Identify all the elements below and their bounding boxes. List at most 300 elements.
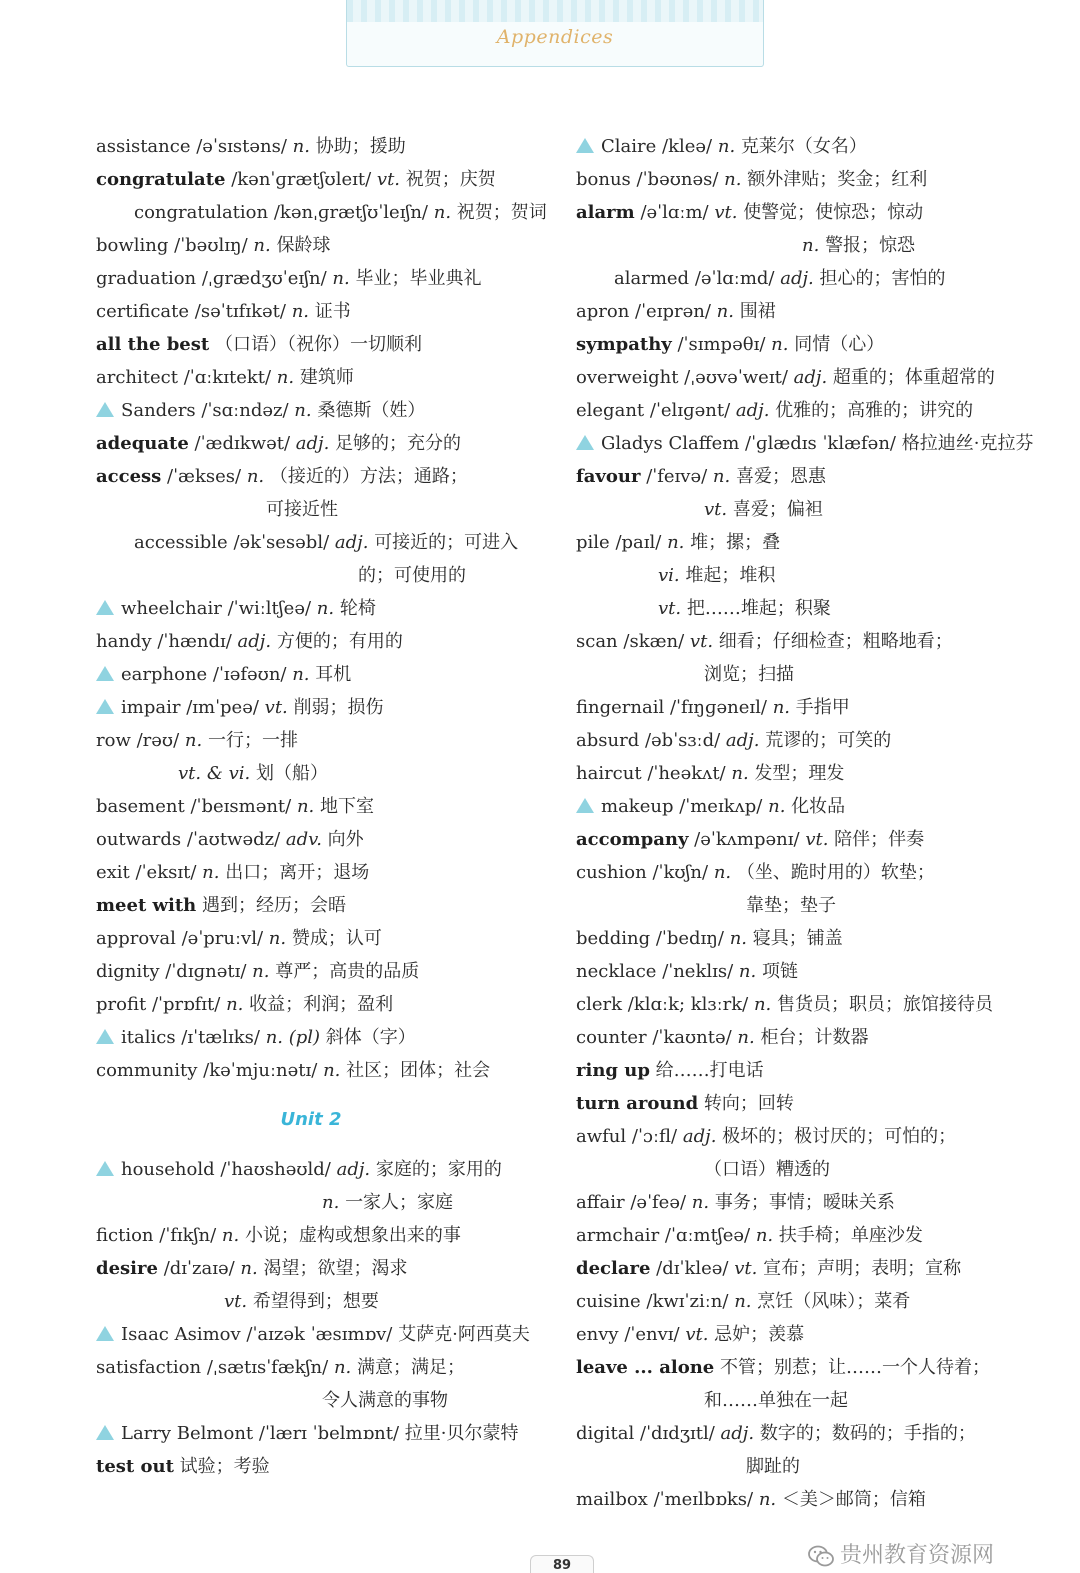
entry-part-of-speech: adj.	[682, 1126, 717, 1147]
entry-word: all the best	[96, 334, 210, 355]
entry-pronunciation: /kəˈmjuːnətɪ/	[203, 1060, 318, 1081]
entry-definition: 协助；援助	[315, 136, 406, 157]
entry-word: Sanders	[121, 400, 196, 421]
vocab-entry	[576, 1252, 1046, 1285]
entry-word: cushion	[576, 862, 647, 883]
entry-word: wheelchair	[121, 598, 222, 619]
entry-pronunciation: /ˈɪəfəʊn/	[212, 664, 287, 685]
entry-word: Isaac Asimov	[121, 1324, 241, 1345]
entry-definition: 尊严；高贵的品质	[275, 961, 420, 982]
entry-definition: 收益；利润；盈利	[249, 994, 394, 1015]
vocab-entry	[576, 526, 1046, 559]
vocab-entry	[576, 1021, 1046, 1054]
entry-part-of-speech: n.	[667, 532, 685, 553]
entry-part-of-speech: n.	[691, 1192, 710, 1213]
entry-continuation	[96, 1384, 556, 1417]
entry-pronunciation: /əˈfeə/	[630, 1192, 687, 1213]
entry-definition: 围裙	[739, 301, 776, 322]
entry-word: envy	[576, 1324, 619, 1345]
entry-word: armchair	[576, 1225, 660, 1246]
entry-part-of-speech: n.	[758, 1489, 777, 1510]
triangle-icon	[96, 1029, 114, 1044]
entry-pronunciation: /əˈkʌmpənɪ/	[694, 829, 800, 850]
vocab-entry	[96, 394, 556, 427]
entry-pronunciation: /ˈbəʊnəs/	[636, 169, 719, 190]
entry-definition: 试验；考验	[179, 1456, 270, 1477]
entry-word: counter	[576, 1027, 647, 1048]
entry-part-of-speech: n.	[713, 862, 732, 883]
entry-word: basement	[96, 796, 185, 817]
entry-word: certificate	[96, 301, 190, 322]
entry-definition: 一行；一排	[207, 730, 298, 751]
entry-word: bowling	[96, 235, 169, 256]
vocab-entry	[576, 262, 1046, 295]
entry-word: approval	[96, 928, 176, 949]
entry-definition: 发型；理发	[754, 763, 845, 784]
entry-pronunciation: /ˈlærɪ ˈbelmɒnt/	[258, 1423, 400, 1444]
entry-word: alarmed	[614, 268, 690, 289]
entry-pronunciation: /klɑːk; klɜːrk/	[627, 994, 749, 1015]
entry-pronunciation: /ˈhaʊshəʊld/	[220, 1159, 331, 1180]
entry-word: household	[121, 1159, 215, 1180]
entry-part-of-speech: vt.	[704, 499, 728, 520]
entry-word: congratulation	[134, 202, 269, 223]
wechat-icon	[808, 1545, 834, 1567]
left-column	[96, 130, 556, 1483]
vocab-entry	[96, 196, 556, 229]
entry-pronunciation: /dɪˈkleə/	[656, 1258, 729, 1279]
vocab-entry	[576, 1219, 1046, 1252]
vocab-entry	[96, 988, 556, 1021]
entry-definition: 足够的；充分的	[335, 433, 462, 454]
vocab-entry	[96, 163, 556, 196]
entry-definition: 证书	[314, 301, 351, 322]
entry-pronunciation: /ˈfɪŋɡəneɪl/	[669, 697, 767, 718]
entry-definition: 满意；满足；	[357, 1357, 466, 1378]
entry-word: fiction	[96, 1225, 154, 1246]
entry-continuation	[96, 757, 556, 790]
entry-word: turn around	[576, 1093, 699, 1114]
entry-part-of-speech: n.	[252, 961, 270, 982]
entry-part-of-speech: vt.	[805, 829, 829, 850]
entry-pronunciation: /ˈdɪdʒɪtl/	[640, 1423, 715, 1444]
entry-continuation	[576, 559, 1046, 592]
entry-definition: 拉里·贝尔蒙特	[404, 1423, 519, 1444]
entry-word: elegant	[576, 400, 645, 421]
entry-definition: 祝贺；庆贺	[405, 169, 496, 190]
vocab-entry	[576, 163, 1046, 196]
entry-part-of-speech: n.	[731, 763, 749, 784]
entry-pronunciation: /ˌɡrædʒʊˈeɪʃn/	[201, 268, 327, 289]
vocab-entry	[576, 361, 1046, 394]
entry-definition: 遇到；经历；会晤	[202, 895, 346, 916]
entry-continuation	[576, 658, 1046, 691]
entry-pronunciation: /ˈfɪkʃn/	[159, 1225, 217, 1246]
entry-continuation	[576, 493, 1046, 526]
entry-word: bedding	[576, 928, 651, 949]
page-number: 89	[530, 1555, 594, 1573]
entry-definition: （口语）糟透的	[704, 1159, 830, 1180]
entry-part-of-speech: n.	[771, 334, 789, 355]
entry-pronunciation: /əˈlɑːmd/	[694, 268, 775, 289]
entry-pronunciation: /ˈkaʊntə/	[652, 1027, 732, 1048]
entry-definition: 喜爱；恩惠	[735, 466, 826, 487]
entry-pronunciation: /ˈwiːltʃeə/	[227, 598, 312, 619]
entry-pronunciation: /kwɪˈziːn/	[646, 1291, 729, 1312]
vocab-entry	[96, 1021, 556, 1054]
entry-pronunciation: /ˈækses/	[167, 466, 242, 487]
triangle-icon	[96, 600, 114, 615]
entry-word: Gladys Claffem	[601, 433, 740, 454]
entry-part-of-speech: n.	[294, 400, 312, 421]
vocab-entry	[576, 1186, 1046, 1219]
entry-word: satisfaction	[96, 1357, 202, 1378]
entry-word: fingernail	[576, 697, 665, 718]
entry-word: alarm	[576, 202, 635, 223]
entry-word: sympathy	[576, 334, 672, 355]
entry-definition: 建筑师	[299, 367, 354, 388]
entry-pronunciation: /ˈsɑːndəz/	[201, 400, 289, 421]
watermark-text: 贵州教育资源网	[840, 1543, 995, 1568]
entry-definition: 荒谬的；可笑的	[765, 730, 892, 751]
entry-part-of-speech: vt. & vi.	[178, 763, 251, 784]
entry-pronunciation: /ˈeɪprən/	[635, 301, 711, 322]
entry-definition: 给……打电话	[655, 1060, 764, 1081]
vocab-entry	[576, 1483, 1046, 1516]
entry-definition: 耳机	[315, 664, 352, 685]
entry-word: architect	[96, 367, 178, 388]
entry-pronunciation: /ˈdɪɡnətɪ/	[165, 961, 247, 982]
entry-definition: 陪伴；伴奏	[834, 829, 925, 850]
entry-part-of-speech: vt.	[689, 631, 714, 652]
entry-pronunciation: /ˈmeɪlbɒks/	[653, 1489, 754, 1510]
entry-part-of-speech: n.	[433, 202, 452, 223]
entry-word: handy	[96, 631, 152, 652]
entry-part-of-speech: n.	[802, 235, 820, 256]
vocab-entry	[96, 229, 556, 262]
entry-pronunciation: /ˌəʊvəˈweɪt/	[684, 367, 788, 388]
vocab-entry	[576, 1351, 1046, 1384]
vocab-entry	[576, 460, 1046, 493]
entry-definition: 寝具；铺盖	[752, 928, 843, 949]
entry-word: declare	[576, 1258, 651, 1279]
entry-pronunciation: /əbˈsɜːd/	[644, 730, 721, 751]
entry-part-of-speech: vt.	[376, 169, 401, 190]
entry-continuation	[576, 1153, 1046, 1186]
entry-pronunciation: /ˈkʊʃn/	[652, 862, 709, 883]
entry-part-of-speech: adj.	[780, 268, 814, 289]
entry-definition: 售货员；职员；旅馆接待员	[777, 994, 994, 1015]
entry-definition: 烹饪（风味）；菜肴	[757, 1291, 911, 1312]
entry-pronunciation: /əkˈsesəbl/	[233, 532, 330, 553]
watermark	[808, 1538, 994, 1568]
entry-word: desire	[96, 1258, 158, 1279]
entry-part-of-speech: n.	[717, 136, 736, 157]
entry-definition: 祝贺；贺词	[456, 202, 547, 223]
entry-definition: 社区；团体；社会	[346, 1060, 491, 1081]
entry-definition: 艾萨克·阿西莫夫	[398, 1324, 530, 1345]
entry-word: favour	[576, 466, 641, 487]
entry-continuation	[96, 559, 556, 592]
entry-continuation	[576, 229, 1046, 262]
entry-definition: （接近的）方法；通路；	[269, 466, 468, 487]
entry-word: cuisine	[576, 1291, 641, 1312]
entry-continuation	[576, 889, 1046, 922]
triangle-icon	[96, 1326, 114, 1341]
vocab-entry	[576, 1285, 1046, 1318]
entry-word: italics	[121, 1027, 176, 1048]
entry-part-of-speech: n.	[724, 169, 742, 190]
entry-part-of-speech: n.	[768, 796, 786, 817]
vocab-entry	[576, 1120, 1046, 1153]
entry-part-of-speech: n.	[772, 697, 791, 718]
entry-part-of-speech: n.	[184, 730, 203, 751]
entry-part-of-speech: n.	[226, 994, 244, 1015]
entry-definition: 浏览；扫描	[704, 664, 794, 685]
entry-definition: 细看；仔细检查；粗略地看；	[718, 631, 953, 652]
entry-definition: 忌妒；羡慕	[714, 1324, 805, 1345]
triangle-icon	[96, 1425, 114, 1440]
entry-pronunciation: /ˈaʊtwədz/	[186, 829, 281, 850]
entry-pronunciation: /ˈbəʊlɪŋ/	[174, 235, 248, 256]
entry-definition: 柜台；计数器	[760, 1027, 869, 1048]
vocab-entry	[576, 922, 1046, 955]
entry-definition: （口语）（祝你）一切顺利	[214, 334, 422, 355]
entry-part-of-speech: n.	[291, 301, 310, 322]
entry-definition: 把……堆起；积聚	[686, 598, 831, 619]
entry-word: accompany	[576, 829, 689, 850]
entry-word: makeup	[601, 796, 674, 817]
entry-word: leave ... alone	[576, 1357, 715, 1378]
entry-pronunciation: /kənˈɡrætʃʊleɪt/	[231, 169, 372, 190]
entry-part-of-speech: n.	[322, 1192, 340, 1213]
entry-pronunciation: /paɪl/	[615, 532, 662, 553]
entry-part-of-speech: vt.	[685, 1324, 709, 1345]
entry-part-of-speech: adv.	[285, 829, 322, 850]
entry-continuation	[96, 1186, 556, 1219]
vocab-entry	[96, 427, 556, 460]
entry-definition: 小说；虚构或想象出来的事	[244, 1225, 461, 1246]
entry-part-of-speech: adj.	[793, 367, 828, 388]
entry-definition: 和……单独在一起	[704, 1390, 848, 1411]
entry-part-of-speech: n.	[240, 1258, 258, 1279]
vocab-entry	[96, 460, 556, 493]
right-column	[576, 130, 1046, 1516]
entry-definition: 克莱尔（女名）	[740, 136, 867, 157]
entry-pronunciation: /ˈprɒfɪt/	[151, 994, 221, 1015]
vocab-entry	[576, 1087, 1046, 1120]
entry-definition: 事务；事情；暧昧关系	[714, 1192, 895, 1213]
vocab-entry	[96, 295, 556, 328]
entry-part-of-speech: vt.	[714, 202, 738, 223]
triangle-icon	[96, 699, 114, 714]
entry-part-of-speech: n.	[316, 598, 335, 619]
entry-word: affair	[576, 1192, 625, 1213]
entry-part-of-speech: n. (pl)	[265, 1027, 321, 1048]
header-decoration	[347, 0, 763, 22]
entry-definition: 警报；惊恐	[825, 235, 916, 256]
vocab-entry	[96, 1417, 556, 1450]
entry-part-of-speech: n.	[332, 268, 350, 289]
vocab-entry	[576, 823, 1046, 856]
vocab-entry	[96, 1450, 556, 1483]
entry-definition: 的；可使用的	[358, 565, 466, 586]
entry-part-of-speech: adj.	[735, 400, 770, 421]
entry-word: ring up	[576, 1060, 650, 1081]
vocab-entry	[96, 1351, 556, 1384]
entry-definition: 方便的；有用的	[276, 631, 403, 652]
entry-pronunciation: /ˈbeɪsmənt/	[190, 796, 292, 817]
entry-word: apron	[576, 301, 630, 322]
entry-definition: 扶手椅；单座沙发	[778, 1225, 923, 1246]
entry-pronunciation: /ɪmˈpeə/	[186, 697, 259, 718]
entry-definition: 手指甲	[795, 697, 850, 718]
entry-word: impair	[121, 697, 181, 718]
entry-definition: 渴望；欲望；渴求	[263, 1258, 408, 1279]
entry-definition: 优雅的；高雅的；讲究的	[775, 400, 974, 421]
entry-word: community	[96, 1060, 198, 1081]
unit-heading: Unit 2	[280, 1109, 342, 1130]
vocab-entry	[96, 922, 556, 955]
entry-pronunciation: /skæn/	[623, 631, 685, 652]
entry-part-of-speech: adj.	[720, 1423, 755, 1444]
entry-pronunciation: /ˈeksɪt/	[135, 862, 197, 883]
vocab-entry	[576, 724, 1046, 757]
entry-word: Larry Belmont	[121, 1423, 254, 1444]
entry-definition: 化妆品	[791, 796, 846, 817]
triangle-icon	[576, 798, 594, 813]
entry-definition: （坐、跪时用的）软垫；	[736, 862, 935, 883]
entry-part-of-speech: adj.	[336, 1159, 371, 1180]
entry-part-of-speech: n.	[716, 301, 734, 322]
entry-part-of-speech: vi.	[658, 565, 680, 586]
vocab-entry	[576, 196, 1046, 229]
vocab-entry	[96, 823, 556, 856]
entry-word: accessible	[134, 532, 228, 553]
entry-pronunciation: /ˈmeɪkʌp/	[679, 796, 763, 817]
vocab-entry	[96, 592, 556, 625]
entry-word: exit	[96, 862, 130, 883]
entry-definition: 宣布；声明；表明；宣称	[763, 1258, 962, 1279]
vocab-entry	[96, 1252, 556, 1285]
entry-definition: 桑德斯（姓）	[317, 400, 426, 421]
vocab-entry	[96, 625, 556, 658]
entry-word: bonus	[576, 169, 631, 190]
entry-definition: 向外	[327, 829, 364, 850]
entry-word: absurd	[576, 730, 640, 751]
entry-definition: 项链	[761, 961, 798, 982]
entry-pronunciation: /ˈsɪmpəθɪ/	[677, 334, 766, 355]
vocab-entry	[96, 361, 556, 394]
entry-part-of-speech: adj.	[237, 631, 272, 652]
entry-definition: 保龄球	[276, 235, 331, 256]
entry-part-of-speech: n.	[729, 928, 748, 949]
vocab-entry	[96, 1219, 556, 1252]
vocab-entry	[96, 130, 556, 163]
entry-pronunciation: /ˈædɪkwət/	[194, 433, 291, 454]
entry-pronunciation: /ɪˈtælɪks/	[181, 1027, 260, 1048]
entry-definition: 令人满意的事物	[322, 1390, 448, 1411]
entry-definition: 家庭的；家用的	[375, 1159, 502, 1180]
entry-definition: 一家人；家庭	[345, 1192, 454, 1213]
vocab-entry	[96, 856, 556, 889]
entry-definition: 喜爱；偏袒	[732, 499, 823, 520]
entry-pronunciation: /ˈbedɪŋ/	[655, 928, 724, 949]
vocab-entry	[576, 295, 1046, 328]
entry-part-of-speech: adj.	[295, 433, 330, 454]
entry-part-of-speech: n.	[755, 1225, 774, 1246]
entry-part-of-speech: n.	[738, 961, 757, 982]
entry-definition: 毕业；毕业典礼	[355, 268, 482, 289]
vocab-entry	[576, 1417, 1046, 1450]
entry-pronunciation: /əˈsɪstəns/	[196, 136, 287, 157]
entry-word: row	[96, 730, 131, 751]
entry-word: overweight	[576, 367, 679, 388]
entry-word: assistance	[96, 136, 191, 157]
vocab-entry	[96, 955, 556, 988]
entry-part-of-speech: n.	[333, 1357, 352, 1378]
vocab-entry	[96, 724, 556, 757]
entry-part-of-speech: n.	[246, 466, 265, 487]
entry-pronunciation: /səˈtɪfɪkət/	[194, 301, 286, 322]
entry-word: haircut	[576, 763, 642, 784]
entry-pronunciation: /kənˌɡrætʃʊˈleɪʃn/	[273, 202, 428, 223]
entry-definition: 可接近性	[266, 499, 338, 520]
vocab-entry	[96, 1153, 556, 1186]
entry-word: digital	[576, 1423, 635, 1444]
entry-part-of-speech: n.	[292, 136, 310, 157]
entry-definition: 轮椅	[339, 598, 376, 619]
vocab-entry	[96, 328, 556, 361]
vocab-entry	[576, 790, 1046, 823]
vocab-entry	[96, 526, 556, 559]
entry-part-of-speech: vt.	[264, 697, 288, 718]
triangle-icon	[96, 1161, 114, 1176]
entry-pronunciation: /ˈelɪɡənt/	[649, 400, 731, 421]
entry-part-of-speech: n.	[292, 664, 310, 685]
entry-pronunciation: /ˈheəkʌt/	[647, 763, 726, 784]
vocab-entry	[96, 1054, 556, 1087]
entry-part-of-speech: n.	[753, 994, 772, 1015]
entry-definition: 划（船）	[255, 763, 328, 784]
vocab-entry	[96, 889, 556, 922]
entry-definition: 极坏的；极讨厌的；可怕的；	[722, 1126, 957, 1147]
entry-word: congratulate	[96, 169, 226, 190]
entry-definition: 堆起；堆积	[685, 565, 776, 586]
vocab-entry	[576, 856, 1046, 889]
entry-part-of-speech: n.	[276, 367, 295, 388]
entry-pronunciation: /əˈpruːvl/	[181, 928, 264, 949]
triangle-icon	[96, 402, 114, 417]
entry-definition: 赞成；认可	[291, 928, 382, 949]
entry-word: graduation	[96, 268, 197, 289]
entry-part-of-speech: n.	[221, 1225, 240, 1246]
entry-definition: 同情（心）	[794, 334, 885, 355]
entry-pronunciation: /ˈhændɪ/	[157, 631, 232, 652]
entry-pronunciation: /ˈfeɪvə/	[646, 466, 708, 487]
vocab-entry	[576, 427, 1046, 460]
entry-word: pile	[576, 532, 610, 553]
entry-continuation	[576, 592, 1046, 625]
entry-word: adequate	[96, 433, 189, 454]
entry-pronunciation: /ˈaɪzək ˈæsɪmɒv/	[246, 1324, 393, 1345]
vocab-entry	[576, 625, 1046, 658]
entry-definition: 斜体（字）	[325, 1027, 416, 1048]
vocab-entry	[96, 790, 556, 823]
entry-word: profit	[96, 994, 147, 1015]
entry-pronunciation: /ˈɔːfl/	[631, 1126, 678, 1147]
entry-definition: 不管；别惹；让……一个人待着；	[719, 1357, 990, 1378]
